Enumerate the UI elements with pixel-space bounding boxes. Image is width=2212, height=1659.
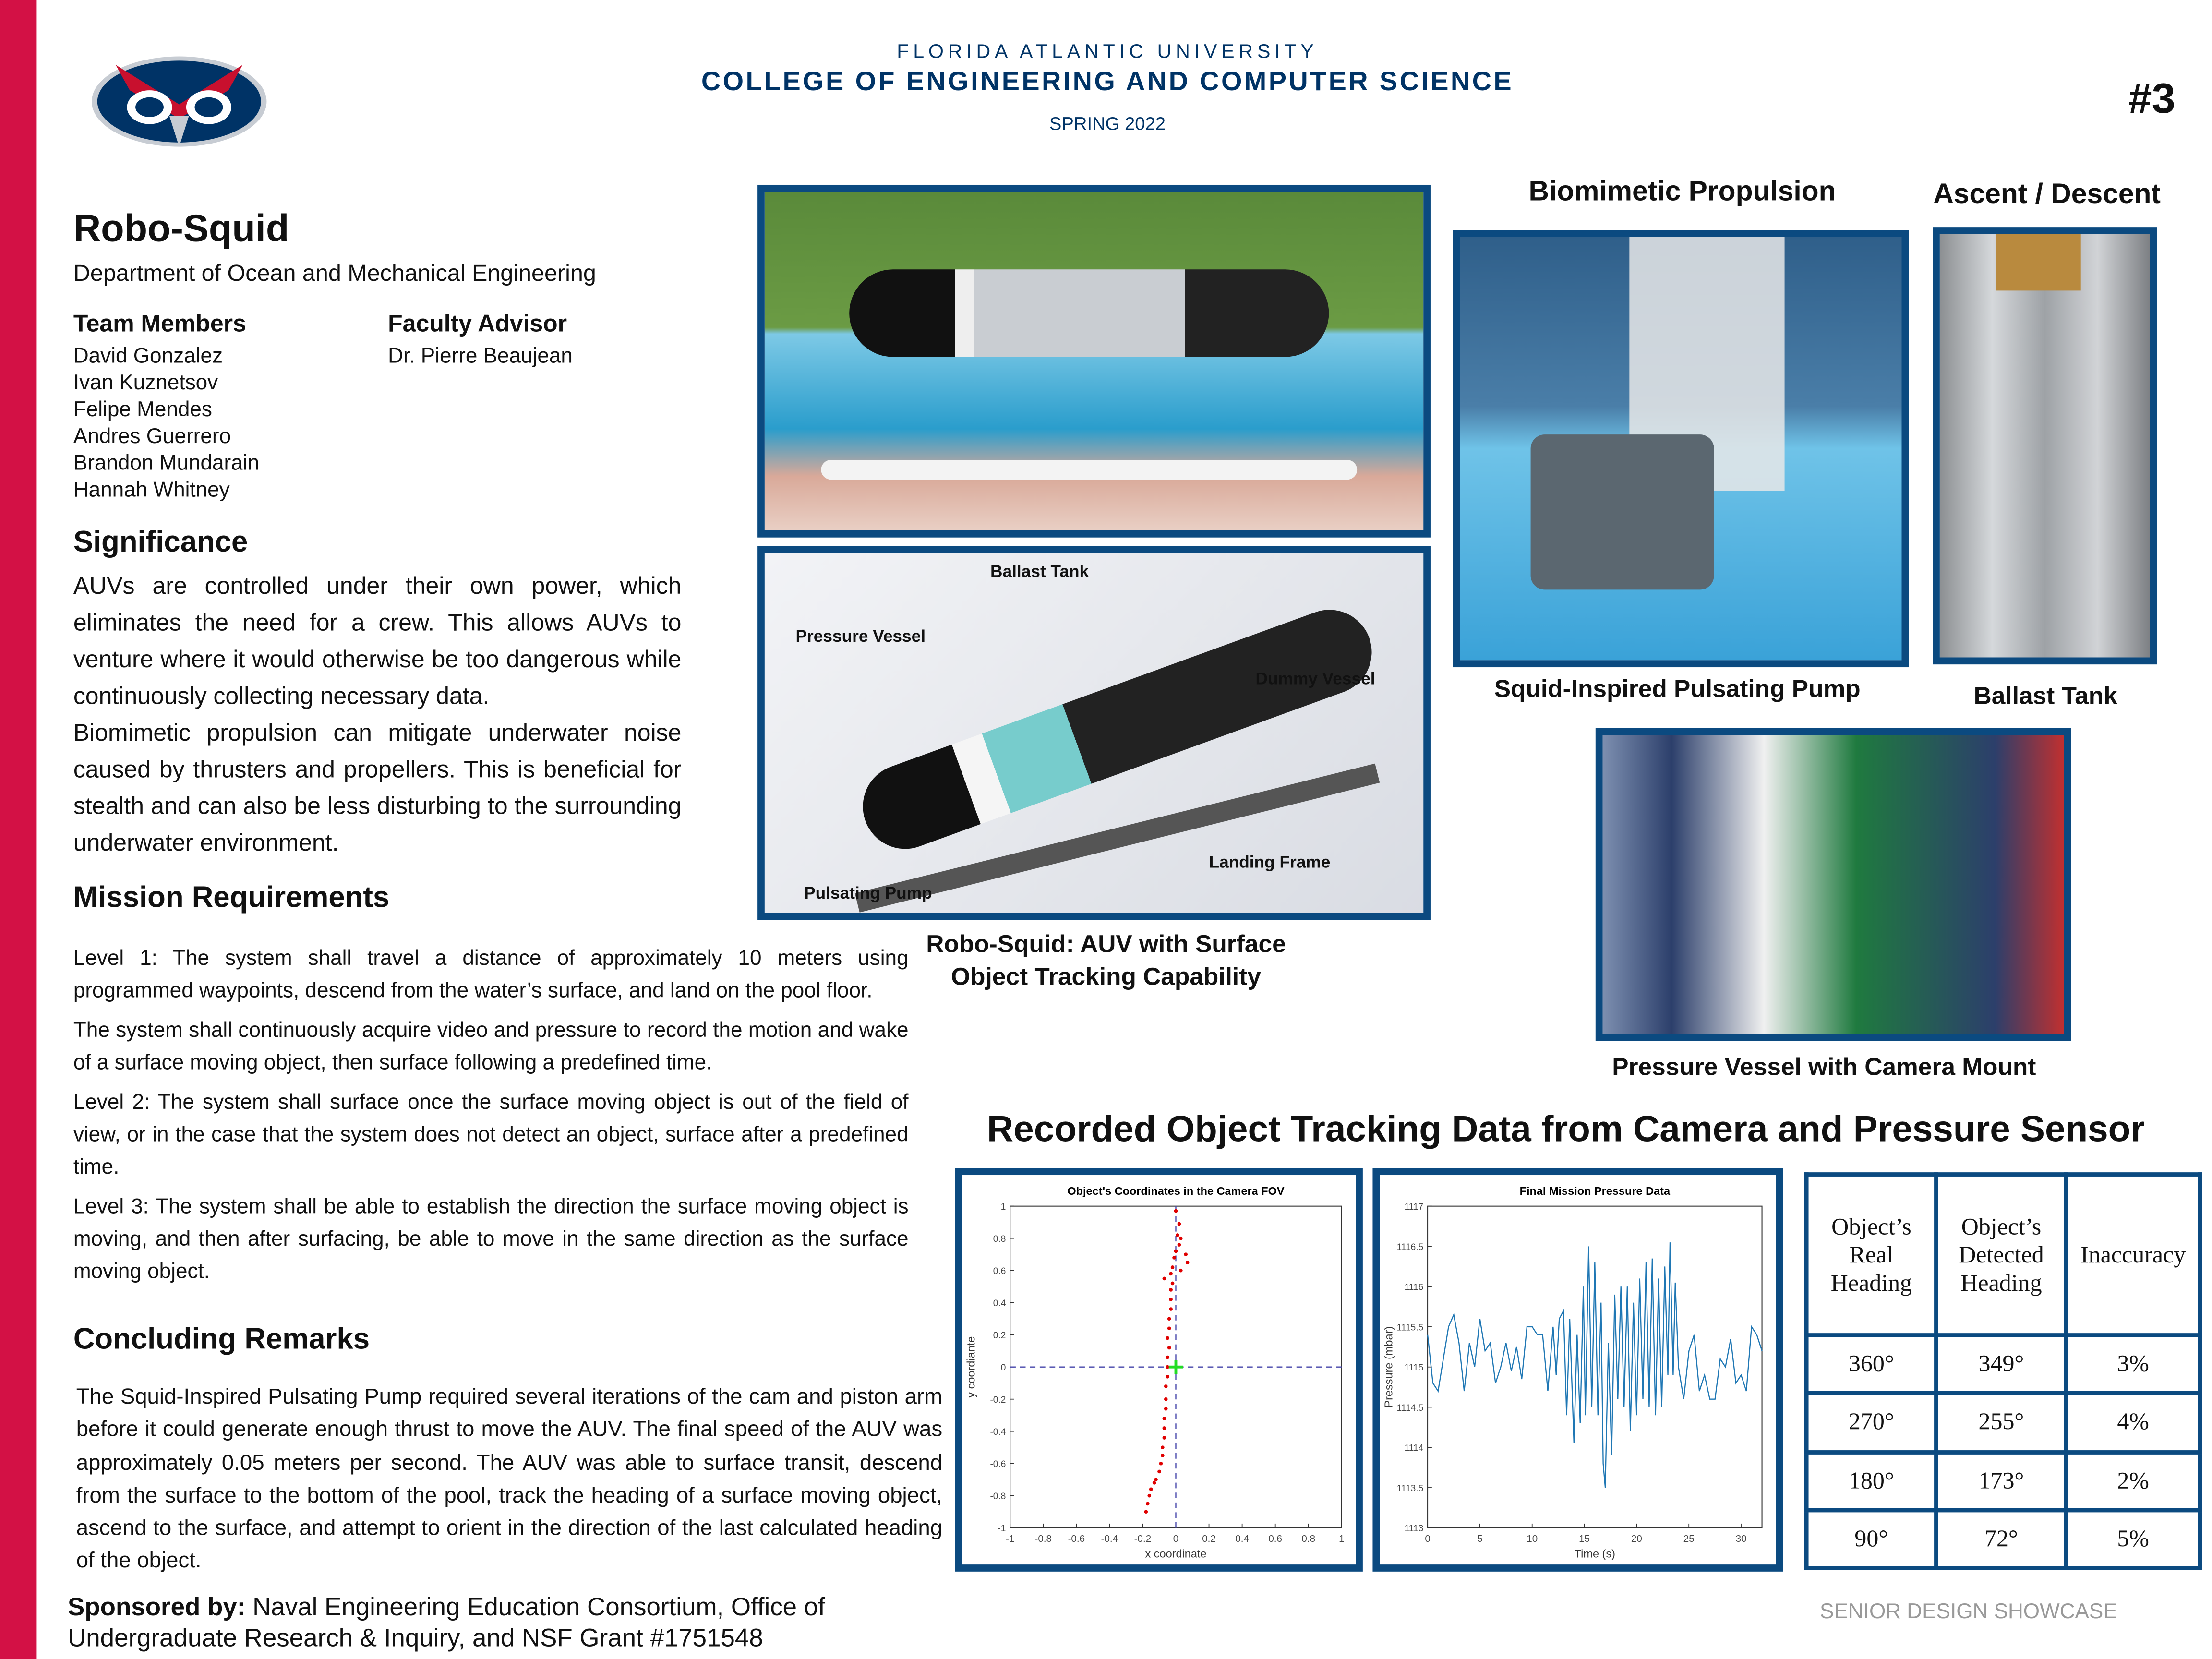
data-point: [1147, 1494, 1151, 1498]
sponsor-label: Sponsored by:: [68, 1592, 246, 1621]
propulsion-heading: Biomimetic Propulsion: [1528, 176, 1836, 208]
data-point: [1153, 1481, 1156, 1485]
y-tick-label: 0.6: [993, 1266, 1006, 1277]
y-axis-label: y coordiante: [964, 1336, 977, 1398]
x-tick-label: 10: [1527, 1533, 1538, 1545]
x-tick-label: -0.4: [1101, 1533, 1118, 1545]
chart-title: Object's Coordinates in the Camera FOV: [1067, 1185, 1285, 1198]
team-list: [73, 343, 259, 504]
data-point: [1149, 1487, 1153, 1491]
data-point: [1159, 1462, 1163, 1466]
advisor-name: Dr. Pierre Beaujean: [388, 344, 573, 369]
team-member: Hannah Whitney: [73, 478, 230, 503]
data-point: [1146, 1502, 1150, 1506]
ballast-tank-photo: [1933, 227, 2157, 664]
data-point: [1169, 1272, 1173, 1276]
label-pulsating-pump: Pulsating Pump: [804, 883, 932, 903]
advisor-heading: Faculty Advisor: [388, 310, 567, 337]
pressure-vessel-photo: [1596, 728, 2071, 1041]
data-point: [1161, 1454, 1165, 1457]
cell: 72°: [1936, 1510, 2067, 1568]
auv-render-diagram: [757, 546, 1431, 920]
x-tick-label: 0.2: [1202, 1533, 1216, 1545]
cell: 2%: [2066, 1452, 2200, 1510]
y-tick-label: 1113.5: [1396, 1483, 1424, 1494]
significance-paragraph: AUVs are controlled under their own power, which eliminates the need for a crew. This allows AUVs to venture where it would otherwise be too dangerous while continuously collecting necessary data.: [73, 573, 682, 710]
y-tick-label: 1117: [1404, 1202, 1424, 1213]
y-tick-label: -1: [998, 1524, 1006, 1534]
y-tick-label: 1114: [1404, 1443, 1424, 1454]
cell: 180°: [1806, 1452, 1936, 1510]
pulsating-pump-photo: [1453, 230, 1909, 667]
label-pressure-vessel: Pressure Vessel: [795, 626, 926, 646]
table-row: [1806, 1452, 2200, 1510]
camera-fov-chart: [955, 1168, 1363, 1571]
cell: 4%: [2066, 1394, 2200, 1452]
label-landing-frame: Landing Frame: [1209, 852, 1331, 872]
cell: 3%: [2066, 1335, 2200, 1394]
concluding-heading: Concluding Remarks: [73, 1323, 370, 1356]
mission-paragraph: Level 2: The system shall surface once the surface moving object is out of the field of view, or in the case that the system does not detect an object, surface after a predefined time.: [73, 1090, 909, 1179]
term: SPRING 2022: [1049, 113, 1166, 134]
propulsion-caption: Squid-Inspired Pulsating Pump: [1494, 674, 1861, 703]
poster-number: #3: [2128, 76, 2176, 123]
significance-text: [73, 568, 682, 862]
column-header: Inaccuracy: [2066, 1175, 2200, 1335]
data-point: [1166, 1375, 1169, 1379]
table-row: [1806, 1394, 2200, 1452]
y-tick-label: 1114.5: [1396, 1403, 1424, 1413]
mission-heading: Mission Requirements: [73, 881, 390, 914]
x-tick-label: -1: [1006, 1533, 1015, 1545]
data-point: [1172, 1256, 1176, 1260]
data-point: [1164, 1407, 1168, 1411]
x-tick-label: 0.4: [1235, 1533, 1249, 1545]
team-member: Andres Guerrero: [73, 424, 231, 449]
column-header: Object’s Real Heading: [1806, 1175, 1936, 1335]
x-tick-label: -0.2: [1134, 1533, 1152, 1545]
concluding-text: The Squid-Inspired Pulsating Pump required several iterations of the cam and piston arm before it could generate enough thrust to move the AUV. The final speed of the AUV was approximately 0.05 meters per second. The AUV was able to surface transit, descend from the surface to the bottom of the pool, track the heading of a surface moving object, ascend to the surface, and attempt to orient in the direction of the last calculated heading of the object.: [76, 1385, 943, 1574]
heading-results-table: [1804, 1172, 2202, 1570]
data-point: [1162, 1417, 1166, 1420]
center-marker: [1169, 1360, 1183, 1374]
x-axis-label: Time (s): [1574, 1547, 1615, 1560]
accent-bar: [0, 0, 36, 1659]
data-point: [1167, 1326, 1171, 1330]
team-member: Ivan Kuznetsov: [73, 371, 218, 395]
data-point: [1174, 1250, 1178, 1253]
cell: 5%: [2066, 1510, 2200, 1568]
y-axis-label: Pressure (mbar): [1382, 1326, 1395, 1408]
data-point: [1167, 1346, 1171, 1350]
cell: 255°: [1936, 1394, 2067, 1452]
table-row: [1806, 1510, 2200, 1568]
data-point: [1184, 1252, 1188, 1256]
chart-title: Final Mission Pressure Data: [1519, 1185, 1671, 1198]
team-member: Felipe Mendes: [73, 397, 212, 422]
y-tick-label: 1115.5: [1396, 1322, 1424, 1333]
table-row: [1806, 1335, 2200, 1394]
data-point: [1144, 1510, 1148, 1514]
y-tick-label: 1116.5: [1396, 1242, 1424, 1252]
x-tick-label: 0.8: [1301, 1533, 1316, 1545]
team-heading: Team Members: [73, 310, 246, 337]
sponsor-note: [68, 1591, 942, 1653]
data-point: [1169, 1298, 1173, 1301]
college-name: COLLEGE OF ENGINEERING AND COMPUTER SCIENCE: [701, 68, 1514, 97]
x-tick-label: 0: [1425, 1533, 1431, 1545]
line-chart-svg: [1380, 1175, 1776, 1564]
x-tick-label: 25: [1683, 1533, 1695, 1545]
cell: 360°: [1806, 1335, 1936, 1394]
table-header-row: [1806, 1175, 2200, 1335]
vessel-caption: Pressure Vessel with Camera Mount: [1612, 1052, 2036, 1081]
university-name: FLORIDA ATLANTIC UNIVERSITY: [897, 39, 1318, 62]
plot-area: [1428, 1206, 1762, 1528]
pressure-line: [1428, 1242, 1762, 1488]
y-tick-label: 0.2: [993, 1331, 1006, 1341]
data-point: [1169, 1288, 1173, 1292]
project-title: Robo-Squid: [73, 207, 289, 250]
cell: 90°: [1806, 1510, 1936, 1568]
data-point: [1164, 1384, 1168, 1388]
data-point: [1154, 1478, 1158, 1481]
data-point: [1164, 1397, 1168, 1401]
x-tick-label: -0.8: [1034, 1533, 1052, 1545]
mission-paragraph: Level 1: The system shall travel a distance of approximately 10 meters using programmed waypoints, descend from the water’s surface, and land on the pool floor.: [73, 946, 909, 1003]
data-point: [1179, 1237, 1183, 1240]
data-point: [1162, 1277, 1166, 1281]
ascent-caption: Ballast Tank: [1973, 681, 2117, 710]
data-point: [1171, 1265, 1175, 1269]
cell: 270°: [1806, 1394, 1936, 1452]
data-point: [1176, 1233, 1179, 1237]
x-tick-label: -0.6: [1068, 1533, 1085, 1545]
y-tick-label: 1116: [1404, 1282, 1424, 1293]
data-point: [1157, 1470, 1161, 1474]
team-member: Brandon Mundarain: [73, 451, 260, 476]
data-point: [1162, 1426, 1166, 1430]
fau-owl-logo: [87, 48, 271, 152]
x-tick-label: 30: [1735, 1533, 1747, 1545]
mission-paragraph: The system shall continuously acquire video and pressure to record the motion and wake of a surface moving object, then surface following a predefined time.: [73, 1018, 909, 1075]
y-tick-label: -0.2: [990, 1395, 1006, 1406]
data-point: [1174, 1209, 1178, 1213]
data-point: [1166, 1336, 1169, 1340]
mission-text: [73, 942, 909, 1288]
data-point: [1169, 1307, 1173, 1311]
sponsor-text: Naval Engineering Education Consortium, Office of Undergraduate Research & Inquiry, and NSF Grant #1751548: [68, 1592, 825, 1652]
y-tick-label: 0.8: [993, 1234, 1006, 1245]
y-tick-label: 1113: [1404, 1524, 1424, 1534]
data-point: [1162, 1436, 1166, 1440]
x-tick-label: 0: [1173, 1533, 1179, 1545]
department: Department of Ocean and Mechanical Engineering: [73, 261, 596, 287]
data-point: [1178, 1222, 1181, 1226]
column-header: Object’s Detected Heading: [1936, 1175, 2067, 1335]
mission-paragraph: Level 3: The system shall be able to establish the direction the surface moving object is moving, and then after surfacing, be able to move in the same direction as the surface moving object.: [73, 1195, 909, 1284]
y-tick-label: 1115: [1404, 1363, 1424, 1373]
y-tick-label: -0.6: [990, 1459, 1006, 1470]
data-point: [1186, 1261, 1190, 1264]
y-tick-label: 1: [1000, 1202, 1006, 1213]
x-tick-label: 0.6: [1268, 1533, 1282, 1545]
footer-label: SENIOR DESIGN SHOWCASE: [1820, 1599, 2117, 1624]
data-point: [1179, 1269, 1183, 1273]
x-tick-label: 5: [1477, 1533, 1483, 1545]
data-point: [1178, 1243, 1181, 1247]
cell: 349°: [1936, 1335, 2067, 1394]
data-point: [1167, 1317, 1171, 1321]
cell: 173°: [1936, 1452, 2067, 1510]
significance-paragraph: Biomimetic propulsion can mitigate underwater noise caused by thrusters and propellers. This is beneficial for stealth and can also be less disturbing to the surrounding underwater environment.: [73, 719, 682, 856]
y-tick-label: 0: [1000, 1363, 1006, 1373]
data-section-heading: Recorded Object Tracking Data from Camera and Pressure Sensor: [987, 1107, 2145, 1150]
main-figure-caption: Robo-Squid: AUV with Surface Object Tracking Capability: [926, 929, 1286, 991]
y-tick-label: -0.4: [990, 1427, 1006, 1438]
data-point: [1171, 1282, 1175, 1286]
label-dummy-vessel: Dummy Vessel: [1255, 668, 1375, 689]
significance-heading: Significance: [73, 526, 248, 559]
label-ballast-tank: Ballast Tank: [990, 561, 1089, 581]
y-tick-label: -0.8: [990, 1491, 1006, 1502]
ascent-heading: Ascent / Descent: [1933, 179, 2161, 210]
y-tick-label: 0.4: [993, 1298, 1006, 1309]
x-tick-label: 15: [1579, 1533, 1590, 1545]
x-tick-label: 20: [1631, 1533, 1642, 1545]
data-point: [1166, 1356, 1169, 1359]
auv-pool-photo: [757, 185, 1431, 538]
x-tick-label: 1: [1339, 1533, 1345, 1545]
data-point: [1161, 1445, 1165, 1449]
team-member: David Gonzalez: [73, 344, 223, 369]
x-axis-label: x coordinate: [1145, 1547, 1207, 1560]
pressure-chart: [1372, 1168, 1783, 1571]
scatter-chart-svg: [962, 1175, 1356, 1564]
